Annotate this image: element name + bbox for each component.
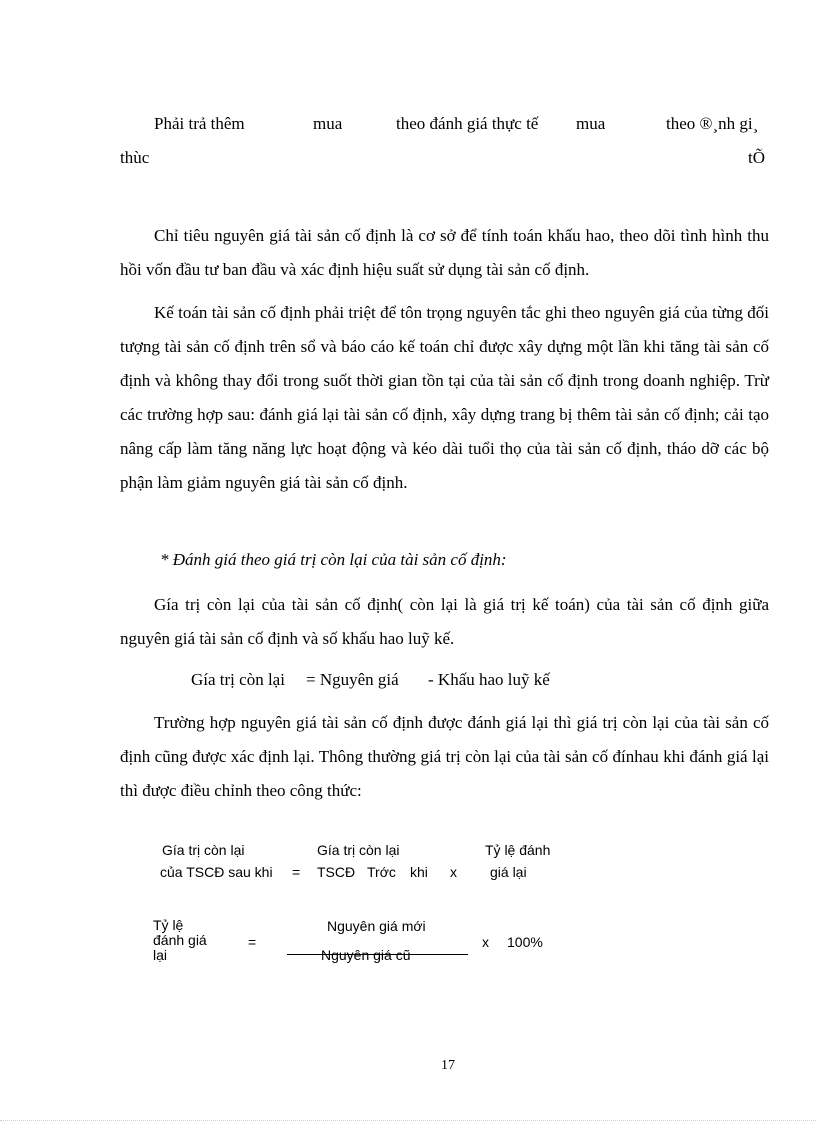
row1-col-c: theo đánh giá thực tế: [396, 114, 539, 133]
paragraph-3: Gía trị còn lại của tài sản cố định( còn lại là giá trị kế toán) của tài sản cố định giữa nguyên giá tài sản cố định và số khấu hao luỹ kế.: [120, 595, 769, 648]
formula2-mid-khi: khi: [410, 864, 428, 880]
page-number: 17: [441, 1058, 455, 1073]
row2-col-a: thùc: [120, 148, 150, 167]
formula3-denominator: Nguyên giá cũ: [321, 947, 411, 963]
formula2-equals: =: [292, 864, 301, 880]
formula2-times: x: [450, 864, 457, 880]
formula2-right-line2: giá lại: [490, 864, 527, 880]
formula1-eq: = Nguyên giá: [306, 670, 399, 689]
formula3-percent: 100%: [507, 934, 543, 950]
formula3-numerator: Nguyên giá mới: [327, 918, 426, 934]
paragraph-2: Kế toán tài sản cố định phải triệt để tôn trọng nguyên tắc ghi theo nguyên giá của từng đối tượng tài sản cố định trên sổ và báo cáo kế toán chỉ được xây dựng một lần khi tăng tài sản cố định và không thay đổi trong suốt thời gian tồn tại của tài sản cố định trong doanh nghiệp. Trừ các trường hợp sau: đánh giá lại tài sản cố định, xây dựng trang bị thêm tài sản cố định; cải tạo nâng cấp làm tăng năng lực hoạt động và kéo dài tuổi thọ của tài sản cố định, tháo dỡ các bộ phận làm giảm nguyên giá tài sản cố định.: [120, 303, 769, 492]
formula3-times: x: [482, 934, 489, 950]
formula2-right-line1: Tỷ lệ đánh: [485, 842, 551, 858]
formula3-left-line1: Tỷ lệ: [153, 917, 184, 933]
formula2-mid-truoc: Trớc: [367, 864, 396, 880]
formula2-mid-tscd: TSCĐ: [317, 864, 356, 880]
row1-col-b: mua: [313, 114, 343, 133]
formula2-left-line2: của TSCĐ sau khi: [160, 864, 273, 880]
page-bottom-divider: [0, 1120, 816, 1121]
formula2-left-line1: Gía trị còn lại: [162, 842, 245, 858]
row1-col-d: mua: [576, 114, 606, 133]
row2-col-b: tÕ: [748, 148, 765, 167]
row1-col-a: Phải trả thêm: [154, 114, 245, 133]
formula1-left: Gía trị còn lại: [191, 670, 285, 689]
formula3-left-line3: lại: [153, 947, 168, 963]
formula2-mid-line1: Gía trị còn lại: [317, 842, 400, 858]
section-heading: * Đánh giá theo giá trị còn lại của tài sản cố định:: [160, 550, 507, 569]
paragraph-4: Trường hợp nguyên giá tài sản cố định được đánh giá lại thì giá trị còn lại của tài sản cố định cũng được xác định lại. Thông thường giá trị còn lại của tài sản cố đínhau khi đánh giá lại thì được điều chỉnh theo công thức:: [120, 713, 769, 800]
row1-col-e: theo ®¸nh gi¸: [666, 114, 759, 133]
formula1-right: - Khấu hao luỹ kế: [428, 670, 550, 689]
formula3-left-line2: đánh giá: [153, 932, 207, 948]
formula3-equals: =: [248, 934, 257, 950]
paragraph-1: Chỉ tiêu nguyên giá tài sản cố định là cơ sở để tính toán khấu hao, theo dõi tình hình thu hồi vốn đầu tư ban đầu và xác định hiệu suất sử dụng tài sản cố định.: [120, 226, 769, 279]
